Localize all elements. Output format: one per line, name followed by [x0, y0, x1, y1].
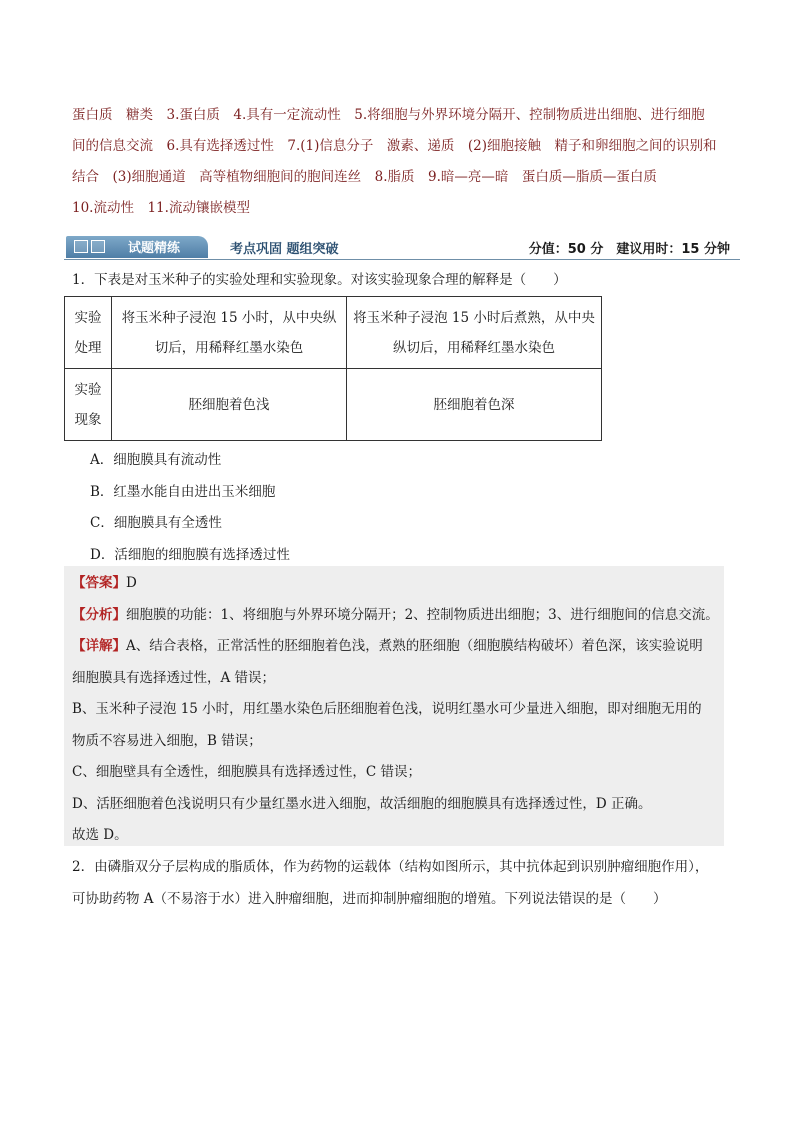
table-cell: 将玉米种子浸泡 15 小时后煮熟，从中央 纵切后，用稀释红墨水染色	[347, 297, 602, 369]
banner-subtitle: 考点巩固 题组突破	[230, 242, 339, 257]
detail-line: 细胞膜具有选择透过性，A 错误；	[72, 669, 276, 686]
answer-line: 间的信息交流 6.具有选择透过性 7.(1)信息分子 激素、递质 (2)细胞接触 精子和卵细胞之间的识别和	[72, 138, 717, 154]
table-header-cell: 实验 现象	[65, 369, 112, 441]
table-header-cell: 实验 处理	[65, 297, 112, 369]
detail-line: B、玉米种子浸泡 15 小时，用红墨水染色后胚细胞着色浅，说明红墨水可少量进入细胞，即对细胞无用的	[72, 701, 702, 717]
detail-row	[72, 631, 732, 663]
book-icon	[74, 240, 110, 254]
table-cell: 将玉米种子浸泡 15 小时，从中央纵 切后，用稀释红墨水染色	[112, 297, 347, 369]
analysis-row	[72, 600, 732, 632]
experiment-table	[64, 296, 602, 441]
score-time-info: 分值：50 分 建议用时：15 分钟	[528, 242, 730, 257]
question-1-options	[90, 445, 290, 571]
question-1-stem: 1．下表是对玉米种子的实验处理和实验现象。对该实验现象合理的解释是（ ）	[72, 272, 567, 288]
detail-line: 物质不容易进入细胞，B 错误；	[72, 732, 262, 749]
detail-line: 故选 D。	[72, 827, 128, 843]
option-d: D．活细胞的细胞膜有选择透过性	[90, 546, 290, 563]
detail-line: D、活胚细胞着色浅说明只有少量红墨水进入细胞，故活细胞的细胞膜具有选择透过性，D 正确。	[72, 795, 652, 812]
answer-line: 结合 (3)细胞通道 高等植物细胞间的胞间连丝 8.脂质 9.暗—亮—暗 蛋白质—脂质—蛋白质	[72, 169, 657, 185]
answer-line: 蛋白质 糖类 3.蛋白质 4.具有一定流动性 5.将细胞与外界环境分隔开、控制物质进出细胞、进行细胞	[72, 107, 705, 123]
analysis-tag: 【分析】	[72, 606, 126, 623]
answer-line: 10.流动性 11.流动镶嵌模型	[72, 200, 250, 216]
detail-line: C、细胞壁具有全透性，细胞膜具有选择透过性，C 错误；	[72, 764, 421, 780]
banner-divider	[64, 259, 740, 260]
option-c: C．细胞膜具有全透性	[90, 515, 222, 531]
analysis-text: 细胞膜的功能：1、将细胞与外界环境分隔开；2、控制物质进出细胞；3、进行细胞间的信息交流。	[126, 606, 719, 623]
table-row	[65, 369, 602, 441]
question-2-stem: 2．由磷脂双分子层构成的脂质体，作为药物的运载体（结构如图所示，其中抗体起到识别肿瘤细胞作用）， 可协助药物 A（不易溶于水）进入肿瘤细胞，进而抑制肿瘤细胞的增殖。下列说法错误的是（ ）	[72, 859, 709, 907]
answer-row	[72, 568, 732, 600]
option-b: B．红墨水能自由进出玉米细胞	[90, 483, 276, 500]
table-cell: 胚细胞着色深	[347, 369, 602, 441]
section-banner	[64, 234, 740, 262]
option-a: A．细胞膜具有流动性	[90, 452, 222, 468]
detail-text: A、结合表格，正常活性的胚细胞着色浅，煮熟的胚细胞（细胞膜结构破坏）着色深，该实验说明	[126, 638, 703, 654]
detail-tag: 【详解】	[72, 638, 126, 654]
answer-tag: 【答案】	[72, 575, 126, 591]
answer-value: D	[126, 575, 137, 591]
analysis-block	[72, 568, 732, 852]
table-row	[65, 297, 602, 369]
answer-key-block	[72, 100, 732, 224]
table-cell: 胚细胞着色浅	[112, 369, 347, 441]
banner-title: 试题精练	[128, 241, 181, 256]
